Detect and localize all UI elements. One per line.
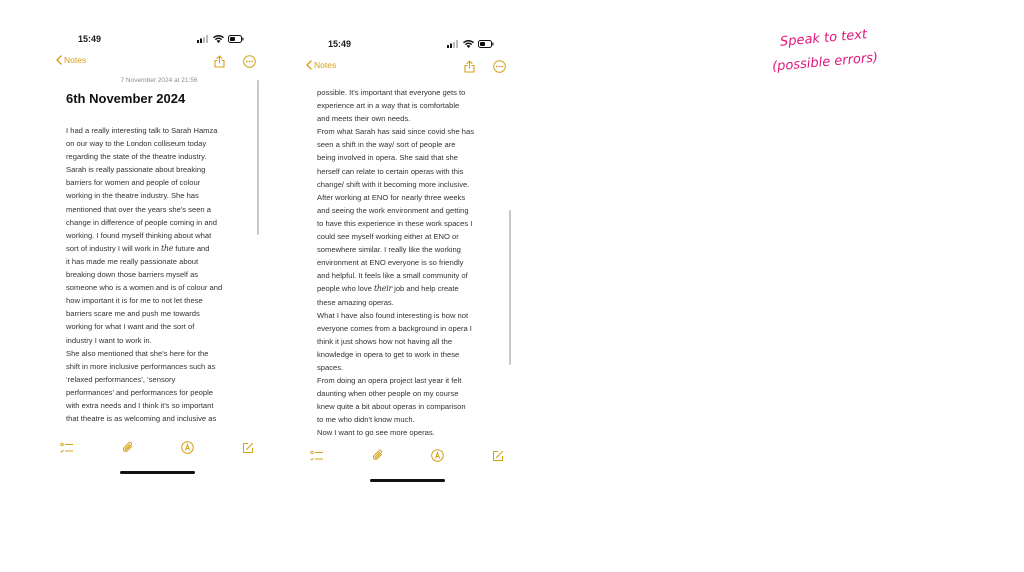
note-line: performances’ and performances for people [66,387,214,397]
note-line: that theatre is as welcoming and inclusive as [66,414,217,424]
wifi-icon [213,35,224,43]
note-line: working in the theatre industry. She has [66,191,199,201]
note-title[interactable]: 6th November 2024 [66,91,186,106]
note-body[interactable] [317,86,507,446]
note-line: possible. It's important that everyone gets to [317,88,466,97]
note-line: working. I found myself thinking about what [66,230,212,240]
chevron-left-icon [306,60,312,70]
note-line: everyone comes from a background in opera I [317,323,472,333]
note-line: knew quite a bit about operas in comparison [317,402,466,412]
status-icons [447,40,494,48]
share-icon[interactable] [464,60,475,73]
signal-icon [197,35,209,43]
note-date: 7 November 2024 at 21:56 [120,77,198,84]
home-indicator[interactable] [370,479,445,482]
checklist-icon[interactable] [60,442,74,454]
note-line: seen a shift in the way/ sort of people are [317,140,456,150]
note-line: somewhere similar. I really like the working [317,245,461,255]
note-line: change in difference of people coming in and [66,217,217,227]
right-note-screen [300,30,518,485]
note-line-text: people who love [317,284,372,294]
note-line: Sarah is really passionate about breaking [66,165,206,175]
compose-icon[interactable] [492,450,504,462]
home-indicator[interactable] [120,471,195,474]
battery-icon [478,40,494,48]
status-bar [300,39,518,53]
handwritten-word: their [374,284,393,294]
more-options-icon[interactable] [243,55,256,68]
note-line: these amazing operas. [317,297,394,307]
note-line: on our way to the London colliseum today [66,139,207,149]
wifi-icon [463,40,474,48]
back-button[interactable] [56,55,86,65]
note-line: daunting when other people on my course [317,389,459,399]
note-line-text: sort of industry I will work in [66,243,159,253]
note-line: and helpful. It feels like a small community of [317,271,468,281]
note-line: She also mentioned that she's here for the [66,348,209,358]
status-icons [197,35,244,43]
note-line: herself can relate to certain operas with this [317,166,464,176]
note-line: and meets their own needs. [317,114,411,124]
status-time: 15:49 [78,34,102,44]
note-line: barriers scare me and push me towards [66,309,200,319]
note-line-text: job and help create [394,284,459,294]
note-line: working for what I want and the sort of [66,322,195,332]
note-line: with extra needs and I think it's so important [66,400,214,410]
note-line: and seeing the work environment and getting [317,205,469,215]
note-line: think it just shows how not having all the [317,336,453,346]
bottom-toolbar [310,449,504,462]
more-options-icon[interactable] [493,60,506,73]
checklist-icon[interactable] [310,450,324,462]
note-line: someone who is a women and is of colour and [66,283,223,293]
attachment-icon[interactable] [122,441,134,454]
status-time: 15:49 [328,39,352,49]
left-note-screen [50,25,268,480]
markup-pen-icon[interactable] [431,449,444,462]
back-label: Notes [314,60,337,70]
note-line: I had a really interesting talk to Sarah Hamza [66,126,218,135]
note-line: could see myself working either at ENO or [317,232,459,242]
scrollbar[interactable] [509,210,511,365]
battery-icon [228,35,244,43]
note-line: being involved in opera. She said that she [317,153,459,163]
note-line: mentioned that over the years she's seen a [66,204,211,214]
note-line: to me who didn't know much. [317,415,415,425]
note-line: From doing an opera project last year it felt [317,376,462,386]
nav-actions [214,55,256,68]
note-body[interactable] [66,124,256,444]
nav-actions [464,60,506,73]
back-button[interactable] [306,60,336,70]
note-line: What I have also found interesting is how not [317,310,469,320]
note-line: spaces. [317,362,344,372]
nav-bar [50,55,268,71]
scrollbar[interactable] [257,80,259,235]
note-line: barriers for women and people of colour [66,178,201,188]
note-line: From what Sarah has said since covid she has [317,127,475,137]
note-line: environment at ENO everyone is so friendly [317,258,464,268]
note-line [317,282,507,295]
note-line: ‘relaxed performances’, ‘sensory [66,374,176,384]
annotation-possible-errors: (possible errors) [771,50,879,75]
markup-pen-icon[interactable] [181,441,194,454]
attachment-icon[interactable] [372,449,384,462]
bottom-toolbar [60,441,254,454]
share-icon[interactable] [214,55,225,68]
note-line: Now I want to go see more operas. [317,428,435,438]
note-line: experience art in a way that is comfortable [317,101,460,111]
handwritten-word: the [160,243,174,253]
note-line: to have this experience in these work spaces I [317,218,473,228]
nav-bar [300,60,518,76]
annotation-speak-to-text: Speak to text [779,27,868,50]
signal-icon [447,40,459,48]
note-line [66,242,256,255]
compose-icon[interactable] [242,442,254,454]
back-label: Notes [64,55,87,65]
note-line: shift in more inclusive performances such as [66,361,216,371]
note-line-text: future and [175,243,210,253]
note-line: knowledge in opera to get to work in these [317,349,460,359]
note-line: breaking down those barriers myself as [66,270,199,280]
note-line: change/ shift with it becoming more inclusive. [317,179,470,189]
note-line: regarding the state of the theatre industry. [66,152,207,162]
note-line: how important it is for me to not let these [66,296,203,306]
note-line: it has made me really passionate about [66,256,199,266]
status-bar [50,34,268,48]
note-line: industry I want to work in. [66,335,152,345]
chevron-left-icon [56,55,62,65]
note-line: After working at ENO for nearly three weeks [317,192,466,202]
